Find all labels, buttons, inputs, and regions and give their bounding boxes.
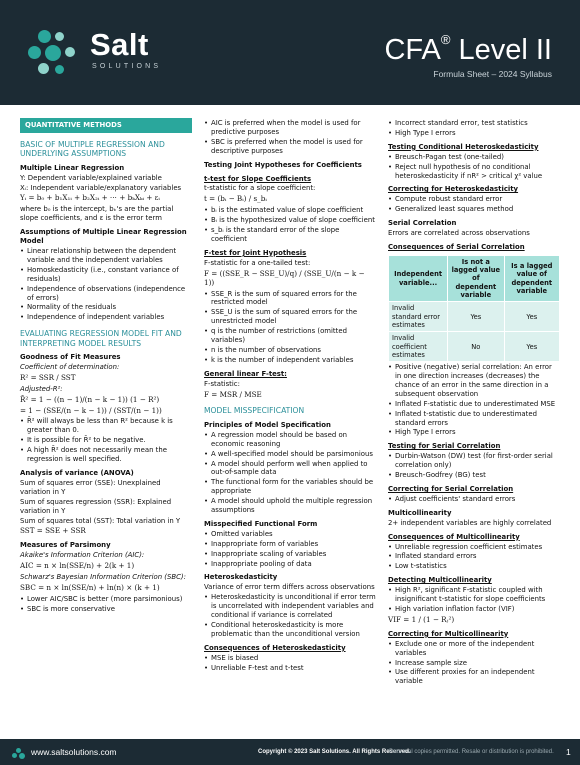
heading: Multicollinearity bbox=[388, 508, 452, 517]
logo-dot-icon bbox=[55, 32, 64, 41]
heading: Analysis of variance (ANOVA) bbox=[20, 469, 134, 477]
list-item: • Breusch-Godfrey (BG) test bbox=[388, 471, 560, 480]
list-item: • Reject null hypothesis of no conditional heteroskedasticity if nR² > critical χ² value bbox=[388, 163, 560, 181]
text: Errors are correlated across observations bbox=[388, 229, 530, 238]
text: Y: Dependent variable/explained variable bbox=[20, 173, 162, 182]
subsection-title: EVALUATING REGRESSION MODEL FIT AND INTERPRETING MODEL RESULTS bbox=[20, 329, 182, 348]
list-item: • Omitted variables bbox=[204, 530, 376, 539]
table-header-cell: Is a lagged value of dependent variable bbox=[504, 255, 559, 301]
table-cell: Yes bbox=[448, 302, 504, 332]
text: F-statistic for a one-tailed test: bbox=[204, 258, 311, 267]
underlined-heading: General linear F-test: bbox=[204, 369, 287, 378]
list-item: • Lower AIC/SBC is better (more parsimonious) bbox=[20, 595, 192, 604]
list-item: • A regression model should be based on economic reasoning bbox=[204, 431, 376, 449]
list-item: • Inflated t-statistic due to underestimated standard errors bbox=[388, 410, 560, 428]
list-item: • A model should uphold the multiple regression assumptions bbox=[204, 497, 376, 515]
list-item: • Compute robust standard error bbox=[388, 195, 560, 204]
heading: Misspecified Functional Form bbox=[204, 519, 318, 528]
formula: SST = SSE + SSR bbox=[20, 526, 86, 536]
text: where b₀ is the intercept, bₖ's are the partial slope coefficients, and ε is the error term bbox=[20, 205, 174, 223]
list-item: • Bᵢ is the hypothesized value of slope coefficient bbox=[204, 216, 376, 225]
salt-logo[interactable] bbox=[28, 27, 168, 80]
subsection-title: MODEL MISSPECIFICATION bbox=[204, 406, 305, 416]
list-item: • Use different proxies for an independent variable bbox=[388, 668, 560, 686]
list-item: • SSE_R is the sum of squared errors for the restricted model bbox=[204, 290, 376, 308]
formula: VIF = 1 / (1 − Rⱼ²) bbox=[388, 614, 455, 624]
underlined-heading: Testing Conditional Heteroskedasticity bbox=[388, 142, 539, 151]
heading: Principles of Model Specification bbox=[204, 420, 331, 429]
underlined-heading: Consequences of Serial Correlation bbox=[388, 242, 525, 251]
bullet-list bbox=[20, 247, 192, 322]
underlined-heading: t-test for Slope Coefficients bbox=[204, 174, 312, 183]
formula: R̄² = 1 − ((n − 1)/(n − k − 1)) (1 − R²) bbox=[20, 394, 160, 404]
list-item: • SBC is preferred when the model is used for descriptive purposes bbox=[204, 138, 376, 156]
table-cell: No bbox=[448, 332, 504, 362]
table-cell: Invalid coefficient estimates bbox=[389, 332, 448, 362]
bullet-list bbox=[20, 595, 192, 614]
table-row bbox=[389, 302, 560, 332]
text: Coefficient of determination: bbox=[20, 362, 120, 371]
column-3 bbox=[388, 118, 560, 687]
bullet-list bbox=[204, 431, 376, 515]
list-item: • Normality of the residuals bbox=[20, 303, 192, 312]
formula: F = MSR / MSE bbox=[204, 389, 262, 399]
bullet-list bbox=[388, 640, 560, 687]
list-item: • SBC is more conservative bbox=[20, 605, 192, 614]
underlined-heading: Consequences of Heteroskedasticity bbox=[204, 643, 346, 652]
bullet-list bbox=[20, 417, 192, 464]
list-item: • A model should perform well when applied to out-of-sample data bbox=[204, 460, 376, 478]
formula: F = ((SSE_R − SSE_U)/q) / (SSE_U/(n − k − 1)) bbox=[204, 268, 365, 287]
list-item: • Durbin-Watson (DW) test (for first-order serial correlation only) bbox=[388, 452, 560, 470]
underlined-heading: Testing for Serial Correlation bbox=[388, 442, 501, 451]
title-registered-mark: ® bbox=[440, 32, 451, 48]
list-item: • n is the number of observations bbox=[204, 346, 376, 355]
logo-dot-icon bbox=[28, 46, 41, 59]
formula: R² = SSR / SST bbox=[20, 372, 76, 382]
list-item: • High variation inflation factor (VIF) bbox=[388, 605, 560, 614]
column-2 bbox=[204, 118, 376, 674]
underlined-heading: Correcting for Heteroskedasticity bbox=[388, 185, 519, 194]
logo-dot-icon bbox=[55, 65, 64, 74]
page-footer bbox=[0, 739, 580, 765]
list-item: • s_bᵢ is the standard error of the slope coefficient bbox=[204, 226, 376, 244]
list-item: • Positive (negative) serial correlation: An error in one direction increases (decreases) the chance of an error in the same direction in a subsequent observation bbox=[388, 363, 560, 399]
title-level: Level II bbox=[450, 34, 552, 66]
list-item: • The functional form for the variables should be appropriate bbox=[204, 478, 376, 496]
text: Sum of squares error (SSE): Unexplained variation in Y bbox=[20, 478, 161, 496]
formula: AIC = n × ln(SSE/n) + 2(k + 1) bbox=[20, 561, 135, 571]
table-header-row bbox=[389, 255, 560, 301]
footer-website-link[interactable]: www.saltsolutions.com bbox=[31, 747, 117, 757]
text: Xᵢ: Independent variable/explanatory variables bbox=[20, 183, 182, 192]
bullet-list bbox=[204, 593, 376, 639]
list-item: • Inappropriate pooling of data bbox=[204, 560, 376, 569]
list-item: • High Type I errors bbox=[388, 129, 560, 138]
list-item: • Independence of independent variables bbox=[20, 313, 192, 322]
page-title bbox=[384, 34, 552, 67]
logo-dot-icon bbox=[45, 45, 61, 61]
section-header: QUANTITATIVE METHODS bbox=[20, 118, 192, 133]
table-cell: Yes bbox=[504, 332, 559, 362]
list-item: • Low t-statistics bbox=[388, 562, 560, 571]
serial-correlation-table bbox=[388, 255, 560, 362]
formula: = 1 − (SSE/(n − k − 1)) / (SST/(n − 1)) bbox=[20, 405, 162, 415]
list-item: • SSE_U is the sum of squared errors for the unrestricted model bbox=[204, 308, 376, 326]
formula: Yᵢ = b₀ + b₁X₁ᵢ + b₂X₂ᵢ + ⋯ + bₖXₖᵢ + εᵢ bbox=[20, 193, 160, 203]
text: 2+ independent variables are highly correlated bbox=[388, 518, 552, 527]
page-header bbox=[0, 0, 580, 105]
underlined-heading: F-test for Joint Hypothesis bbox=[204, 248, 307, 257]
heading: Serial Correlation bbox=[388, 219, 457, 228]
text: t-statistic for a slope coefficient: bbox=[204, 184, 316, 193]
list-item: • R̄² will always be less than R² because k is greater than 0. bbox=[20, 417, 192, 435]
logo-dot-icon bbox=[65, 47, 75, 57]
bullet-list bbox=[388, 195, 560, 214]
page-number: 1 bbox=[566, 747, 571, 757]
bullet-list bbox=[388, 495, 560, 504]
table-header-cell: Independent variable... bbox=[389, 255, 448, 301]
underlined-heading: Consequences of Multicollinearity bbox=[388, 532, 520, 541]
list-item: • Homoskedasticity (i.e., constant variance of residuals) bbox=[20, 266, 192, 284]
list-item: • A high R̄² does not necessarily mean the regression is well specified. bbox=[20, 446, 192, 464]
list-item: • Incorrect standard error, test statistics bbox=[388, 119, 560, 128]
bullet-list bbox=[388, 119, 560, 138]
logo-brand: Salt bbox=[90, 27, 149, 62]
list-item: • Inappropriate scaling of variables bbox=[204, 550, 376, 559]
table-cell: Yes bbox=[504, 302, 559, 332]
bullet-list bbox=[388, 452, 560, 480]
list-item: • Independence of observations (independence of errors) bbox=[20, 285, 192, 303]
list-item: • Adjust coefficients' standard errors bbox=[388, 495, 560, 504]
list-item: • Heteroskedasticity is unconditional if error term is uncorrelated with independent variables and conditional if variance is correlated bbox=[204, 593, 376, 620]
list-item: • Exclude one or more of the independent variables bbox=[388, 640, 560, 658]
underlined-heading: Detecting Multicollinearity bbox=[388, 576, 492, 585]
list-item: • Increase sample size bbox=[388, 659, 560, 668]
text: Variance of error term differs across observations bbox=[204, 583, 375, 592]
subsection-title: BASIC OF MULTIPLE REGRESSION AND UNDERLYING ASSUMPTIONS bbox=[20, 139, 165, 159]
heading: Testing Joint Hypotheses for Coefficients bbox=[204, 160, 362, 169]
table-row bbox=[389, 332, 560, 362]
heading: Measures of Parsimony bbox=[20, 541, 111, 550]
formula: SBC = n × ln(SSE/n) + ln(n) × (k + 1) bbox=[20, 582, 160, 592]
bullet-list bbox=[388, 153, 560, 181]
list-item: • Unreliable F-test and t-test bbox=[204, 664, 376, 673]
logo-brand-sub: SOLUTIONS bbox=[92, 63, 162, 70]
bullet-list bbox=[204, 206, 376, 244]
list-item: • Generalized least squares method bbox=[388, 205, 560, 214]
text: Sum of squares total (SST): Total variation in Y bbox=[20, 516, 181, 525]
list-item: • Inflated standard errors bbox=[388, 552, 560, 561]
list-item: • Conditional heteroskedasticity is more problematic than the unconditional version bbox=[204, 621, 376, 639]
bullet-list bbox=[204, 119, 376, 156]
bullet-list bbox=[388, 586, 560, 614]
bullet-list bbox=[204, 290, 376, 365]
text: Schwarz's Bayesian Information Criterion (SBC): bbox=[20, 573, 186, 582]
table-cell: Invalid standard error estimates bbox=[389, 302, 448, 332]
footer-note: Personal copies permitted. Resale or distribution is prohibited. bbox=[389, 749, 554, 755]
bullet-list bbox=[204, 530, 376, 569]
underlined-heading: Correcting for Serial Correlation bbox=[388, 485, 514, 494]
list-item: • q is the number of restrictions (omitted variables) bbox=[204, 327, 376, 345]
logo-dot-icon bbox=[38, 63, 49, 74]
formula: t = (bᵢ − Bᵢ) / s_bᵢ bbox=[204, 194, 267, 204]
heading: Goodness of Fit Measures bbox=[20, 353, 121, 362]
bullet-list bbox=[388, 543, 560, 572]
list-item: • Inflated F-statistic due to underestimated MSE bbox=[388, 400, 560, 409]
list-item: • MSE is biased bbox=[204, 654, 376, 663]
text: Adjusted-R²: bbox=[20, 384, 63, 393]
text: Akaike's Information Criterion (AIC): bbox=[20, 551, 145, 560]
list-item: • Inappropriate form of variables bbox=[204, 540, 376, 549]
text: F-statistic: bbox=[204, 379, 240, 388]
list-item: • A well-specified model should be parsimonious bbox=[204, 450, 376, 459]
page-subtitle: Formula Sheet – 2024 Syllabus bbox=[433, 69, 552, 79]
text: Sum of squares regression (SSR): Explained variation in Y bbox=[20, 497, 172, 515]
list-item: • Breusch-Pagan test (one-tailed) bbox=[388, 153, 560, 162]
bullet-list bbox=[204, 654, 376, 673]
list-item: • bᵢ is the estimated value of slope coefficient bbox=[204, 206, 376, 215]
list-item: • It is possible for R̄² to be negative. bbox=[20, 436, 192, 445]
title-cfa: CFA bbox=[384, 34, 441, 66]
list-item: • High Type I errors bbox=[388, 428, 560, 437]
list-item: • AIC is preferred when the model is used for predictive purposes bbox=[204, 119, 376, 137]
logo-dot-icon bbox=[38, 30, 51, 43]
list-item: • k is the number of independent variables bbox=[204, 356, 376, 365]
column-1 bbox=[20, 118, 192, 615]
footer-copyright: Copyright © 2023 Salt Solutions. All Rights Reserved. bbox=[258, 749, 411, 755]
list-item: • Linear relationship between the dependent variable and the independent variables bbox=[20, 247, 192, 265]
underlined-heading: Correcting for Multicollinearity bbox=[388, 629, 509, 638]
list-item: • Unreliable regression coefficient estimates bbox=[388, 543, 560, 552]
bullet-list bbox=[388, 363, 560, 437]
footer-logo-icon bbox=[12, 748, 26, 758]
table-header-cell: Is not a lagged value of dependent variable bbox=[448, 255, 504, 301]
heading: Multiple Linear Regression bbox=[20, 163, 125, 172]
list-item: • High R², significant F-statistic coupled with insignificant t-statistic for slope coefficients bbox=[388, 586, 560, 604]
heading: Heteroskedasticity bbox=[204, 573, 278, 582]
heading: Assumptions of Multiple Linear Regression Model bbox=[20, 228, 187, 246]
